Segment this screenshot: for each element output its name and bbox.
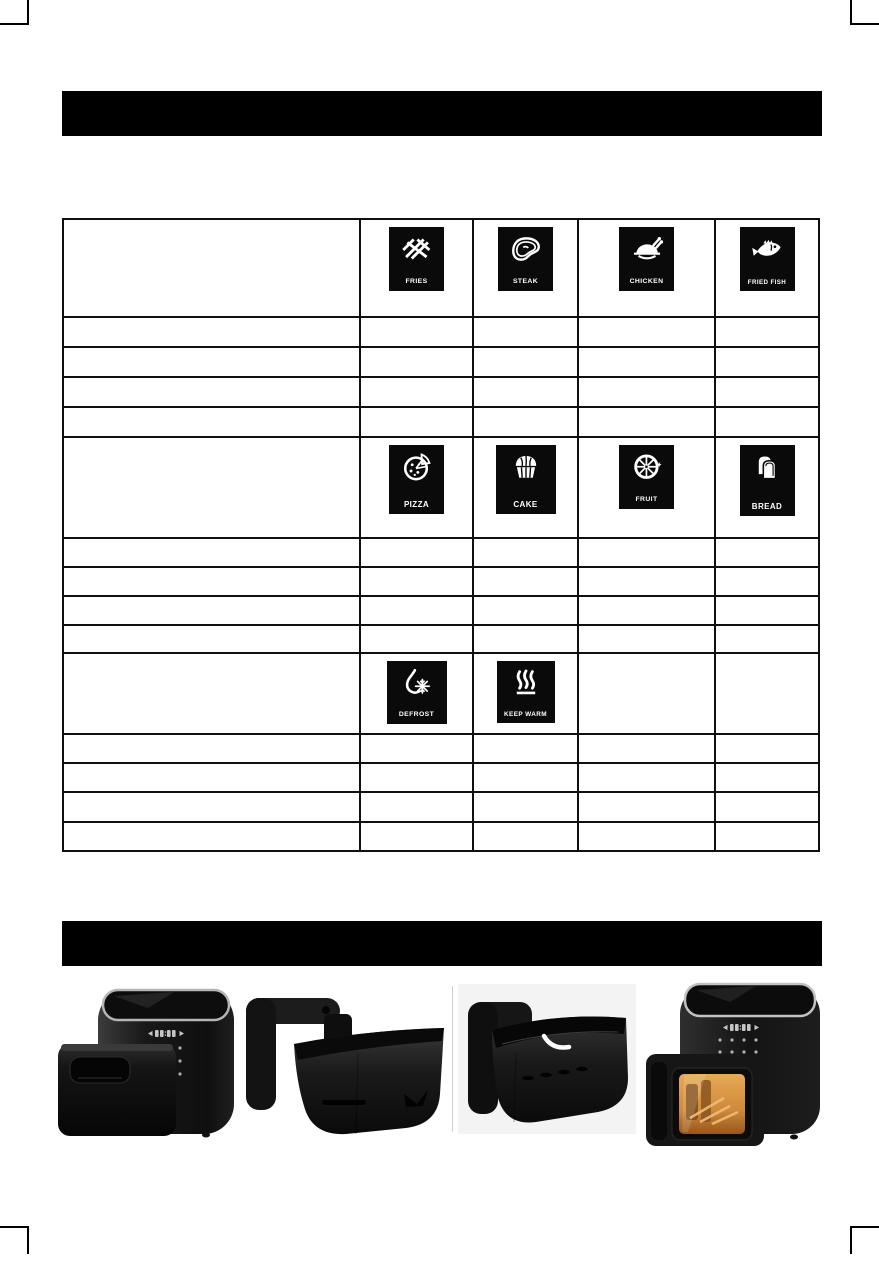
preset-data-row bbox=[63, 407, 819, 437]
chicken-preset-tile bbox=[619, 227, 674, 291]
preset-data-row bbox=[63, 792, 819, 822]
table-cell bbox=[63, 437, 360, 538]
table-cell bbox=[715, 734, 819, 763]
table-cell bbox=[63, 792, 360, 822]
fruit-preset-tile bbox=[619, 445, 674, 509]
preset-data-row bbox=[63, 625, 819, 653]
bread-icon bbox=[750, 450, 784, 484]
drawer-handle-recess bbox=[70, 1057, 130, 1083]
basket-angled-photo bbox=[458, 984, 636, 1134]
table-cell bbox=[360, 377, 473, 407]
preset-label: FRUIT bbox=[635, 496, 658, 504]
keep-warm-preset-tile bbox=[497, 661, 555, 723]
table-cell bbox=[360, 734, 473, 763]
table-cell bbox=[578, 437, 715, 538]
table-cell bbox=[715, 219, 819, 317]
table-cell bbox=[63, 407, 360, 437]
defrost-preset-tile bbox=[387, 661, 447, 724]
drawer-open bbox=[646, 1054, 764, 1146]
table-cell bbox=[473, 317, 578, 347]
preset-label: DEFROST bbox=[398, 711, 435, 719]
table-cell bbox=[360, 437, 473, 538]
table-cell bbox=[63, 567, 360, 596]
table-cell bbox=[360, 219, 473, 317]
table-cell bbox=[715, 567, 819, 596]
table-cell bbox=[473, 538, 578, 567]
fried-fish-icon bbox=[750, 232, 784, 266]
table-cell bbox=[578, 734, 715, 763]
preset-label: KEEP WARM bbox=[504, 710, 547, 718]
table-cell bbox=[578, 763, 715, 792]
preset-data-row bbox=[63, 317, 819, 347]
table-cell bbox=[715, 437, 819, 538]
steak-icon bbox=[509, 232, 543, 266]
table-cell bbox=[473, 437, 578, 538]
table-cell bbox=[715, 653, 819, 734]
preset-label: PIZZA bbox=[403, 500, 430, 509]
table-cell bbox=[578, 596, 715, 625]
preset-data-row bbox=[63, 596, 819, 625]
table-cell bbox=[63, 596, 360, 625]
table-cell bbox=[360, 822, 473, 851]
table-cell bbox=[473, 822, 578, 851]
table-cell bbox=[360, 567, 473, 596]
preset-icon-row-1 bbox=[63, 219, 819, 317]
preset-label: CAKE bbox=[513, 500, 538, 509]
table-cell bbox=[715, 377, 819, 407]
table-cell bbox=[63, 734, 360, 763]
table-cell bbox=[578, 347, 715, 377]
table-cell bbox=[578, 219, 715, 317]
table-cell bbox=[715, 763, 819, 792]
table-cell bbox=[578, 822, 715, 851]
table-cell bbox=[473, 377, 578, 407]
fruit-icon bbox=[630, 450, 664, 484]
table-cell bbox=[63, 219, 360, 317]
preset-data-row bbox=[63, 734, 819, 763]
basket-slot bbox=[322, 1100, 366, 1105]
table-cell bbox=[473, 347, 578, 377]
table-cell bbox=[360, 407, 473, 437]
preset-label: STEAK bbox=[512, 278, 539, 286]
drawer-open bbox=[58, 1044, 176, 1136]
pizza-preset-tile bbox=[389, 445, 444, 514]
table-cell bbox=[578, 625, 715, 653]
table-cell bbox=[578, 792, 715, 822]
air-fryer-front-photo bbox=[56, 984, 238, 1142]
cake-preset-tile bbox=[496, 445, 556, 514]
table-cell bbox=[360, 347, 473, 377]
table-cell bbox=[63, 317, 360, 347]
table-cell bbox=[578, 538, 715, 567]
table-cell bbox=[360, 792, 473, 822]
table-cell bbox=[473, 792, 578, 822]
table-cell bbox=[715, 792, 819, 822]
preset-data-row bbox=[63, 822, 819, 851]
table-cell bbox=[578, 377, 715, 407]
preset-data-row bbox=[63, 347, 819, 377]
table-cell bbox=[473, 567, 578, 596]
table-cell bbox=[715, 317, 819, 347]
air-fryer-window-photo bbox=[642, 982, 824, 1150]
preset-label: BREAD bbox=[751, 502, 783, 511]
table-cell bbox=[63, 377, 360, 407]
bread-preset-tile bbox=[740, 445, 795, 516]
table-cell bbox=[360, 763, 473, 792]
table-cell bbox=[360, 625, 473, 653]
preset-label: FRIES bbox=[405, 278, 428, 286]
table-cell bbox=[473, 734, 578, 763]
table-cell bbox=[715, 596, 819, 625]
preset-table bbox=[62, 218, 820, 852]
fryer-foot bbox=[790, 1135, 798, 1140]
table-cell bbox=[473, 219, 578, 317]
table-cell bbox=[578, 317, 715, 347]
preset-data-row bbox=[63, 377, 819, 407]
defrost-icon bbox=[400, 666, 434, 700]
table-cell bbox=[63, 538, 360, 567]
viewing-window bbox=[679, 1074, 745, 1134]
table-cell bbox=[578, 567, 715, 596]
table-cell bbox=[63, 653, 360, 734]
preset-icon-row-2 bbox=[63, 437, 819, 538]
table-cell bbox=[360, 596, 473, 625]
table-cell bbox=[715, 347, 819, 377]
table-cell bbox=[715, 625, 819, 653]
preset-data-row bbox=[63, 567, 819, 596]
preset-label: CHICKEN bbox=[629, 278, 664, 286]
fryer-foot bbox=[202, 1133, 210, 1138]
table-cell bbox=[360, 538, 473, 567]
steak-preset-tile bbox=[498, 227, 553, 291]
drawer-handle bbox=[651, 1062, 667, 1140]
section-header-bar-top bbox=[62, 91, 822, 136]
preset-data-row bbox=[63, 763, 819, 792]
table-cell bbox=[578, 653, 715, 734]
preset-icon-row-3 bbox=[63, 653, 819, 734]
table-cell bbox=[63, 822, 360, 851]
table-cell bbox=[473, 596, 578, 625]
table-cell bbox=[360, 653, 473, 734]
table-cell bbox=[473, 653, 578, 734]
table-cell bbox=[473, 625, 578, 653]
fries-preset-tile bbox=[389, 227, 444, 291]
table-cell bbox=[715, 538, 819, 567]
pizza-icon bbox=[400, 450, 434, 484]
table-cell bbox=[63, 347, 360, 377]
cake-icon bbox=[509, 450, 543, 484]
preset-data-row bbox=[63, 538, 819, 567]
table-cell bbox=[63, 625, 360, 653]
table-cell bbox=[715, 822, 819, 851]
table-cell bbox=[578, 407, 715, 437]
table-cell bbox=[715, 407, 819, 437]
section-header-bar-bottom bbox=[62, 921, 822, 966]
table-cell bbox=[473, 407, 578, 437]
table-cell bbox=[63, 763, 360, 792]
table-cell bbox=[473, 763, 578, 792]
basket-body bbox=[294, 1028, 444, 1134]
basket-body bbox=[492, 1017, 628, 1123]
chicken-icon bbox=[630, 232, 664, 266]
keep-warm-icon bbox=[509, 666, 543, 700]
fried-fish-preset-tile bbox=[740, 227, 795, 291]
preset-label: FRIED FISH bbox=[747, 278, 787, 286]
fries-icon bbox=[400, 232, 434, 266]
photo-divider-line bbox=[452, 986, 453, 1132]
basket-side-photo bbox=[238, 986, 450, 1138]
table-cell bbox=[360, 317, 473, 347]
